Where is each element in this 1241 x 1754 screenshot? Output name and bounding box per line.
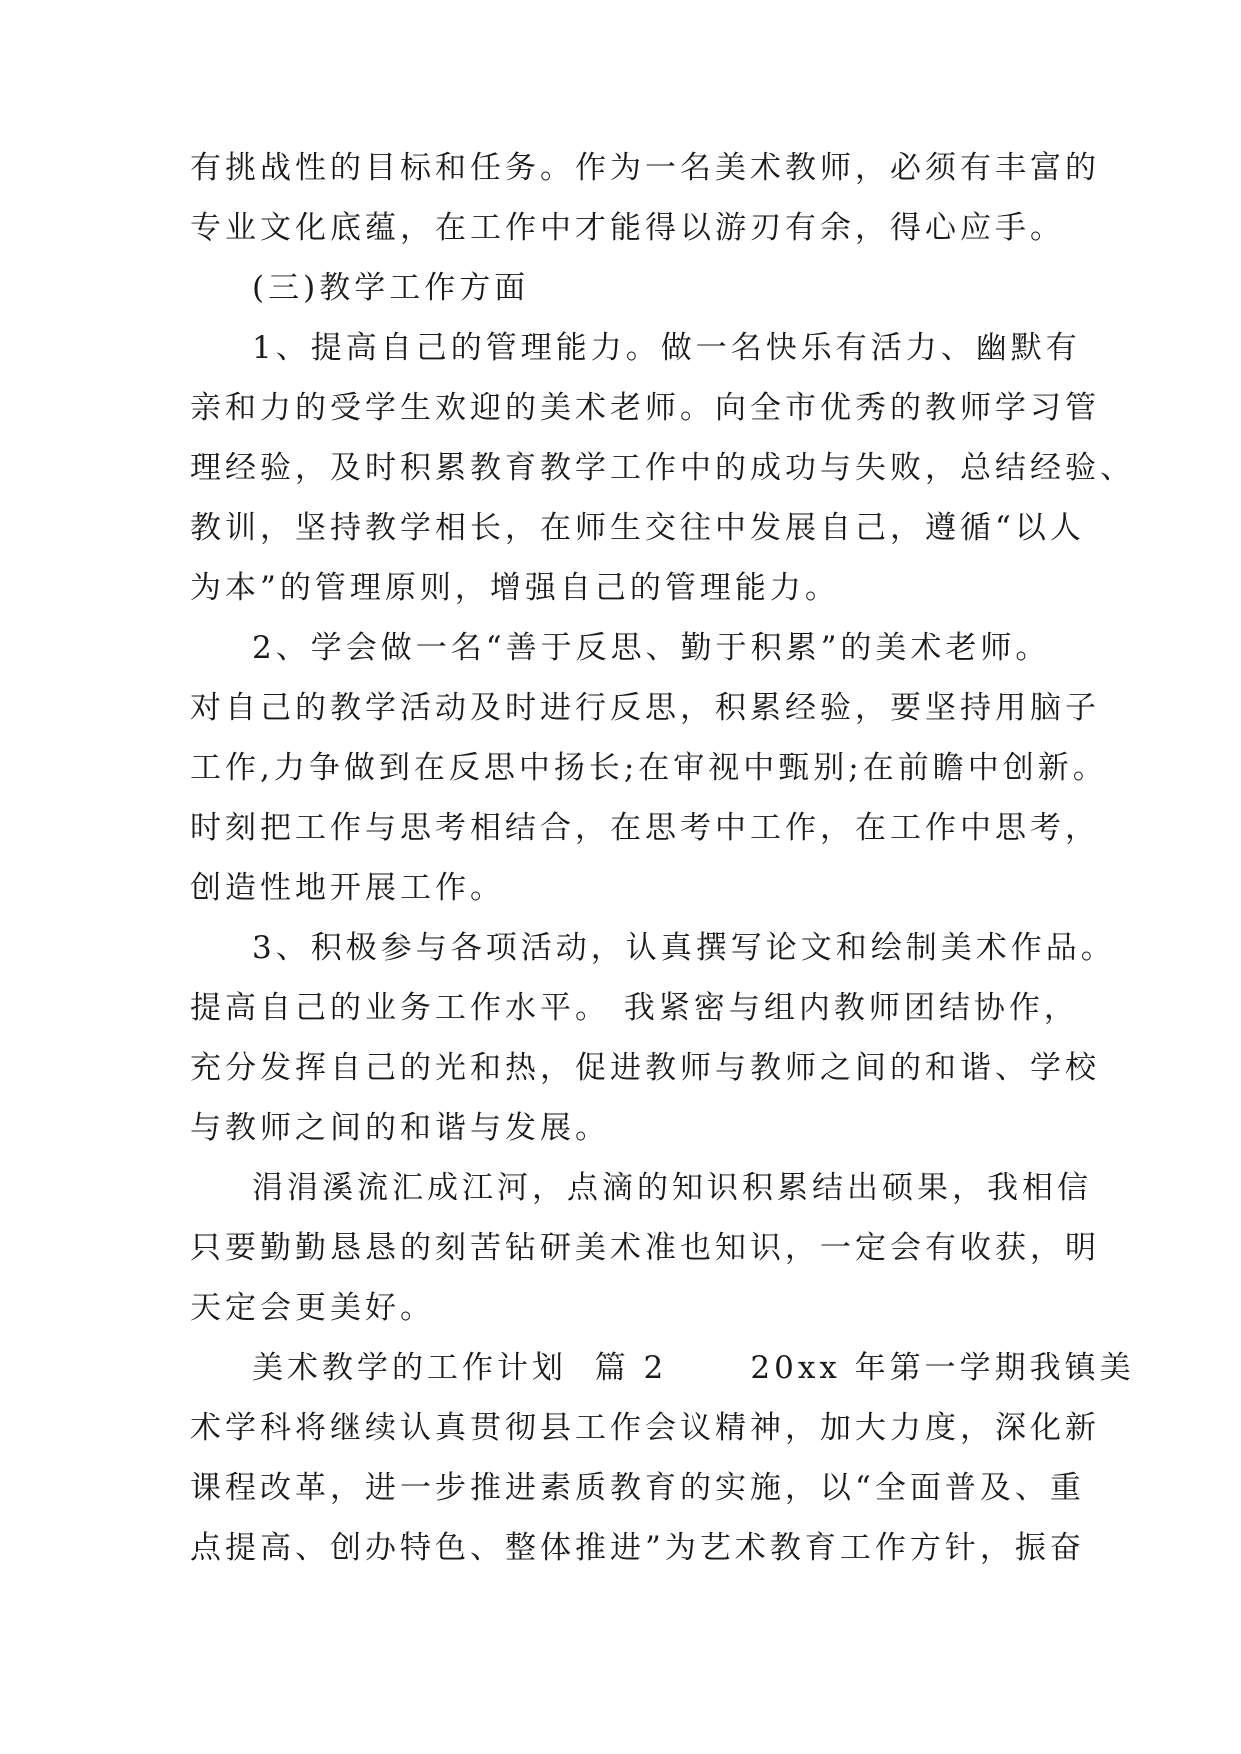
section-title-line: 美术教学的工作计划 篇 2 20xx 年第一学期我镇美 xyxy=(252,1350,1135,1386)
text-line: 亲和力的受学生欢迎的美术老师。向全市优秀的教师学习管 xyxy=(190,390,1100,426)
section-heading: (三)教学工作方面 xyxy=(252,270,530,306)
text-line: 天定会更美好。 xyxy=(190,1290,435,1326)
text-line: 有挑战性的目标和任务。作为一名美术教师，必须有丰富的 xyxy=(190,150,1100,186)
text-line: 提高自己的业务工作水平。 我紧密与组内教师团结协作， xyxy=(190,990,1079,1026)
text-line: 点提高、创办特色、整体推进”为艺术教育工作方针，振奋 xyxy=(190,1530,1085,1566)
text-line: 工作,力争做到在反思中扬长;在审视中甄别;在前瞻中创新。 xyxy=(190,750,1108,786)
text-line: 对自己的教学活动及时进行反思，积累经验，要坚持用脑子 xyxy=(190,690,1100,726)
text-line: 1、提高自己的管理能力。做一名快乐有活力、幽默有 xyxy=(252,330,1081,366)
text-line: 创造性地开展工作。 xyxy=(190,870,505,906)
text-line: 时刻把工作与思考相结合，在思考中工作，在工作中思考， xyxy=(190,810,1100,846)
text-line: 与教师之间的和谐与发展。 xyxy=(190,1110,610,1146)
text-line: 教训，坚持教学相长，在师生交往中发展自己，遵循“以人 xyxy=(190,510,1085,546)
text-line: 只要勤勤恳恳的刻苦钻研美术准也知识，一定会有收获，明 xyxy=(190,1230,1100,1266)
text-line: 3、积极参与各项活动，认真撰写论文和绘制美术作品。 xyxy=(252,930,1116,966)
text-line: 2、学会做一名“善于反思、勤于积累”的美术老师。 xyxy=(252,630,1051,666)
text-line: 术学科将继续认真贯彻县工作会议精神，加大力度，深化新 xyxy=(190,1410,1100,1446)
text-line: 为本”的管理原则，增强自己的管理能力。 xyxy=(190,570,840,606)
text-line: 充分发挥自己的光和热，促进教师与教师之间的和谐、学校 xyxy=(190,1050,1100,1086)
text-line: 涓涓溪流汇成江河，点滴的知识积累结出硕果，我相信 xyxy=(252,1170,1092,1206)
text-line: 理经验，及时积累教育教学工作中的成功与失败，总结经验、 xyxy=(190,450,1135,486)
text-line: 专业文化底蕴，在工作中才能得以游刃有余，得心应手。 xyxy=(190,210,1065,246)
text-line: 课程改革，进一步推进素质教育的实施，以“全面普及、重 xyxy=(190,1470,1085,1506)
